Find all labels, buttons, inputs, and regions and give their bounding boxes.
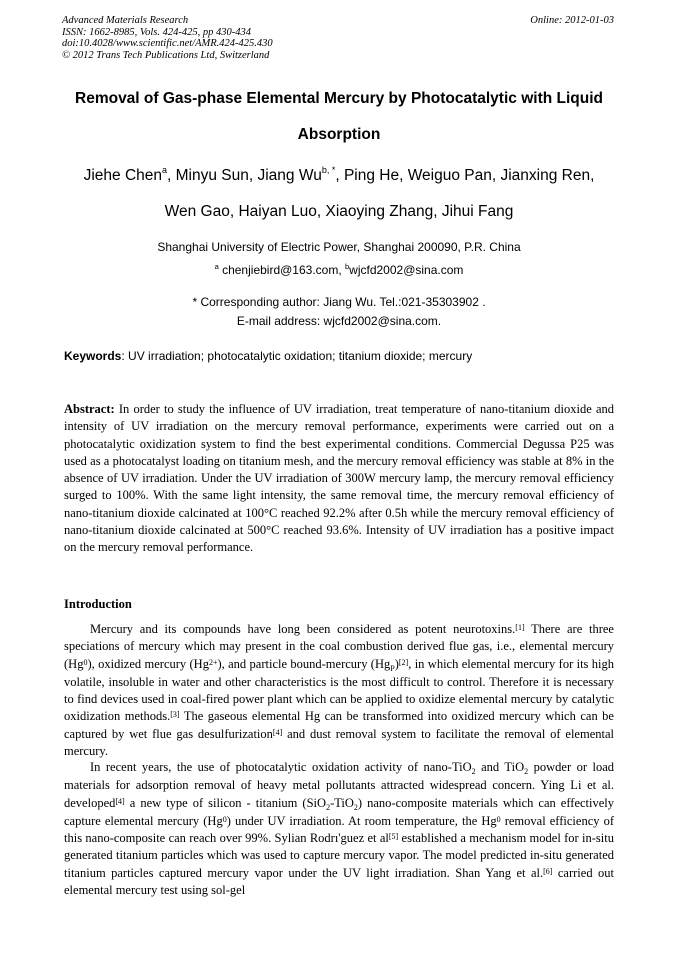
email-b: wjcfd2002@sina.com [349,263,464,277]
subscript: 2 [524,767,529,776]
intro-paragraph-2 [64,759,614,899]
author-names: , Minyu Sun, Jiang Wu [167,167,322,184]
text-run: ) [394,656,399,671]
text-run: , in which elemental mercury for its high volatile, insoluble in water and other characteristics is the most difficult to control. Therefore it is necessary to find devices used in coal-fired power plant which can be applied to oxidize elemental mercury by catalytic oxidization methods. [64,656,615,724]
citation: [4] [272,727,283,737]
superscript: 0 [496,814,501,824]
author-superscript: b, * [321,165,336,175]
paper-title-line-2: Absorption [297,126,381,143]
text-run: In recent years, the use of photocatalytic oxidation activity of nano-TiO [90,760,472,774]
subscript: 2 [471,767,476,776]
doi-line: doi:10.4028/www.scientific.net/AMR.424-425.430 [62,38,273,49]
intro-paragraph-1 [64,621,614,760]
text-run: and TiO [475,760,525,774]
text-run: There are three speciations of mercury which may present in the coal combustion derived flue gas, i.e., elemental mercury (Hg [64,622,614,671]
text-run: carried out elemental mercury test using sol-gel [64,865,614,898]
author-list-line-2: Wen Gao, Haiyan Luo, Xiaoying Zhang, Jihui Fang [164,203,514,220]
abstract-text: In order to study the influence of UV irradiation, treat temperature of nano-titanium dioxide and intensity of UV irradiation on the mercury removal performance, experiments were carried out on a photocatalytic oxidization system to find the best experimental conditions. Commercial Degussa P25 was used as a photocatalyst loading on titanium mesh, and the mercury removal efficiency was stable at 8% in the absence of UV irradiation. Under the UV irradiation of 300W mercury lamp, the mercury removal efficiency surged to 100%. With the same light intensity, the same removal time, the mercury removal efficiency of nano-titanium dioxide calcinated at 100°C reached 92.2% after 0.5h while the mercury removal efficiency of nano-titanium dioxide calcinated at 500°C reached 93.6%. Intensity of UV irradiation has a positive impact on the mercury removal performance. [64,402,614,555]
online-date: Online: 2012-01-03 [530,15,614,26]
author-list-line-1 [30,167,648,185]
text-run: ), oxidized mercury (Hg [87,656,209,671]
citation: [2] [398,657,409,667]
abstract-label: Abstract: [64,402,115,416]
text-run: and dust removal system to facilitate the removal of elemental mercury. [64,726,614,759]
author-emails [30,263,648,277]
citation: [1] [515,623,525,632]
text-run: powder or load materials for adsorption removal of heavy metal pollutants attracted widespread concern. Ying Li et al. developed [64,760,614,810]
text-run: ) under UV irradiation. At room temperature, the Hg [226,813,497,828]
corresponding-author: * Corresponding author: Jiang Wu. Tel.:021-35303902 . [192,295,486,309]
author-names: , Ping He, Weiguo Pan, Jianxing Ren, [335,167,595,184]
superscript: 0 [222,814,227,824]
email-superscript: b [345,262,350,271]
paper-title-line-1: Removal of Gas-phase Elemental Mercury by Photocatalytic with Liquid [75,90,603,107]
affiliation: Shanghai University of Electric Power, Shanghai 200090, P.R. China [157,240,521,254]
section-heading-introduction: Introduction [64,597,132,611]
superscript: 2+ [208,657,218,667]
citation: [6] [543,866,553,876]
copyright-line: © 2012 Trans Tech Publications Ltd, Switzerland [62,49,270,61]
journal-name: Advanced Materials Research [62,15,189,26]
text-run: established a mechanism model for in-situ generated titanium particles which was used to capture mercury vapor. The model predicted in-situ generated titanium particles captured mercury vapor under the UV light irradiation. Shan Yang et al. [64,831,614,880]
citation: [4] [115,796,125,806]
subscript: 2 [326,802,331,812]
email-superscript: a [214,262,219,271]
journal-header [62,15,614,61]
citation: [3] [170,710,180,720]
superscript: 0 [83,657,88,667]
email-a: chenjiebird@163.com, [218,263,345,277]
text-run: removal efficiency of this nano-composite can reach over 99%. Sylian Rodrı'guez et al [64,813,614,846]
issn-line: ISSN: 1662-8985, Vols. 424-425, pp 430-434 [62,26,251,38]
text-run: -TiO [330,795,354,810]
text-run: Mercury and its compounds have long been considered as potent neurotoxins. [90,622,516,636]
author-superscript: a [162,165,168,175]
corresponding-email: E-mail address: wjcfd2002@sina.com. [236,314,442,328]
keywords-text: : UV irradiation; photocatalytic oxidation; titanium dioxide; mercury [121,349,473,363]
subscript: 2 [353,802,358,812]
subscript: P [390,663,395,673]
author-name: Jiehe Chen [83,167,163,184]
text-run: ) nano-composite materials which can effectively capture elemental mercury (Hg [64,795,615,828]
text-run: ), and particle bound-mercury (Hg [217,656,391,671]
keywords [64,349,624,363]
citation: [5] [388,832,399,842]
text-run: The gaseous elemental Hg can be transformed into oxidized mercury which can be captured by wet flue gas desulfurization [64,709,614,741]
text-run: a new type of silicon - titanium (SiO [124,795,327,810]
keywords-label: Keywords [64,349,122,363]
abstract [64,401,614,557]
